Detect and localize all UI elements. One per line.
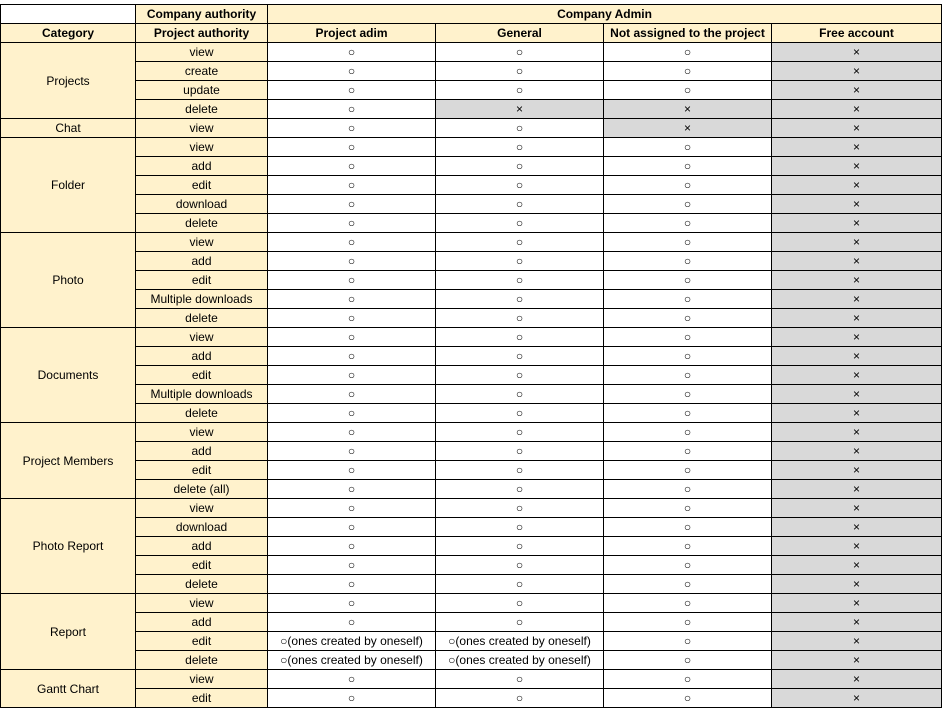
permission-cell-project-admin: ○ [268, 43, 436, 62]
permission-cell-free-account: × [772, 119, 942, 138]
column-header-not-assigned: Not assigned to the project [604, 24, 772, 43]
table-row [1, 328, 942, 347]
permission-cell-project-admin: ○ [268, 556, 436, 575]
table-row [1, 290, 942, 309]
permission-cell-project-admin: ○ [268, 119, 436, 138]
permission-cell-general: ○ [436, 347, 604, 366]
action-cell: Multiple downloads [136, 385, 268, 404]
table-row [1, 119, 942, 138]
permission-cell-general: ○ [436, 309, 604, 328]
table-row [1, 347, 942, 366]
table-row [1, 309, 942, 328]
column-header-general: General [436, 24, 604, 43]
action-cell: add [136, 613, 268, 632]
permission-cell-general: ○ [436, 252, 604, 271]
permission-cell-general: ○ [436, 518, 604, 537]
permission-cell-project-admin: ○ [268, 195, 436, 214]
table-row [1, 518, 942, 537]
action-cell: delete [136, 651, 268, 670]
permission-cell-project-admin: ○ [268, 404, 436, 423]
permission-cell-free-account: × [772, 689, 942, 708]
permission-cell-project-admin: ○ [268, 309, 436, 328]
permission-cell-general: ○ [436, 43, 604, 62]
permission-cell-project-admin: ○(ones created by oneself) [268, 651, 436, 670]
action-cell: view [136, 119, 268, 138]
action-cell: view [136, 423, 268, 442]
action-cell: delete [136, 309, 268, 328]
permission-cell-project-admin: ○ [268, 670, 436, 689]
permission-cell-general: ○ [436, 81, 604, 100]
action-cell: edit [136, 689, 268, 708]
action-cell: edit [136, 556, 268, 575]
permission-cell-free-account: × [772, 518, 942, 537]
permission-cell-general: ○ [436, 423, 604, 442]
table-row [1, 214, 942, 233]
permission-cell-not-assigned: ○ [604, 309, 772, 328]
permission-cell-general: ○ [436, 670, 604, 689]
permission-cell-not-assigned: ○ [604, 518, 772, 537]
table-row [1, 461, 942, 480]
table-row [1, 233, 942, 252]
permission-cell-free-account: × [772, 423, 942, 442]
table-row [1, 575, 942, 594]
permission-cell-free-account: × [772, 157, 942, 176]
permission-cell-free-account: × [772, 233, 942, 252]
permission-cell-free-account: × [772, 575, 942, 594]
permission-cell-general: ○ [436, 328, 604, 347]
action-cell: edit [136, 461, 268, 480]
action-cell: delete (all) [136, 480, 268, 499]
permission-cell-project-admin: ○ [268, 442, 436, 461]
category-cell: Photo [1, 233, 136, 328]
action-cell: view [136, 594, 268, 613]
permission-cell-project-admin: ○ [268, 176, 436, 195]
action-cell: view [136, 328, 268, 347]
permission-cell-general: ○ [436, 214, 604, 233]
permission-cell-free-account: × [772, 537, 942, 556]
action-cell: add [136, 252, 268, 271]
permission-cell-free-account: × [772, 461, 942, 480]
action-cell: download [136, 195, 268, 214]
table-row [1, 62, 942, 81]
permission-cell-project-admin: ○ [268, 537, 436, 556]
category-cell: Projects [1, 43, 136, 119]
permission-cell-not-assigned: ○ [604, 575, 772, 594]
permission-cell-project-admin: ○ [268, 480, 436, 499]
permission-cell-project-admin: ○(ones created by oneself) [268, 632, 436, 651]
permission-cell-general: ○ [436, 499, 604, 518]
permission-cell-not-assigned: ○ [604, 252, 772, 271]
action-cell: edit [136, 271, 268, 290]
table-row [1, 157, 942, 176]
permission-cell-not-assigned: ○ [604, 404, 772, 423]
permission-cell-project-admin: ○ [268, 689, 436, 708]
permission-cell-general: ○ [436, 537, 604, 556]
permission-cell-not-assigned: ○ [604, 366, 772, 385]
action-cell: Multiple downloads [136, 290, 268, 309]
table-row [1, 442, 942, 461]
category-cell: Report [1, 594, 136, 670]
category-header: Category [1, 24, 136, 43]
permission-cell-not-assigned: ○ [604, 328, 772, 347]
permission-cell-general: ○ [436, 480, 604, 499]
permission-cell-not-assigned: ○ [604, 195, 772, 214]
permission-cell-not-assigned: ○ [604, 233, 772, 252]
permission-cell-project-admin: ○ [268, 252, 436, 271]
permission-cell-project-admin: ○ [268, 81, 436, 100]
action-cell: edit [136, 632, 268, 651]
permission-cell-free-account: × [772, 594, 942, 613]
permission-cell-free-account: × [772, 670, 942, 689]
permission-cell-free-account: × [772, 100, 942, 119]
permission-cell-project-admin: ○ [268, 613, 436, 632]
category-cell: Gantt Chart [1, 670, 136, 708]
action-cell: delete [136, 214, 268, 233]
permission-cell-free-account: × [772, 81, 942, 100]
permissions-table [0, 4, 942, 708]
permission-cell-not-assigned: ○ [604, 347, 772, 366]
table-row [1, 689, 942, 708]
action-cell: view [136, 43, 268, 62]
permission-cell-free-account: × [772, 632, 942, 651]
permission-cell-general: ○ [436, 271, 604, 290]
table-row [1, 670, 942, 689]
permission-cell-general: × [436, 100, 604, 119]
table-row [1, 423, 942, 442]
header-row-1 [1, 5, 942, 24]
action-cell: view [136, 138, 268, 157]
table-row [1, 271, 942, 290]
action-cell: edit [136, 366, 268, 385]
action-cell: delete [136, 575, 268, 594]
table-row [1, 176, 942, 195]
table-row [1, 385, 942, 404]
permission-cell-not-assigned: × [604, 119, 772, 138]
project-authority-header: Project authority [136, 24, 268, 43]
action-cell: edit [136, 176, 268, 195]
permission-cell-general: ○ [436, 385, 604, 404]
permission-cell-project-admin: ○ [268, 575, 436, 594]
permission-cell-project-admin: ○ [268, 347, 436, 366]
permission-cell-not-assigned: ○ [604, 81, 772, 100]
permission-cell-general: ○ [436, 689, 604, 708]
permission-cell-project-admin: ○ [268, 385, 436, 404]
permission-cell-general: ○ [436, 556, 604, 575]
permission-cell-free-account: × [772, 328, 942, 347]
table-row [1, 100, 942, 119]
permission-cell-not-assigned: ○ [604, 43, 772, 62]
permission-cell-general: ○ [436, 195, 604, 214]
category-cell: Chat [1, 119, 136, 138]
permission-cell-general: ○ [436, 233, 604, 252]
permission-cell-general: ○ [436, 404, 604, 423]
table-row [1, 537, 942, 556]
permission-cell-not-assigned: ○ [604, 461, 772, 480]
action-cell: update [136, 81, 268, 100]
permissions-table-body [1, 5, 942, 708]
permission-cell-free-account: × [772, 613, 942, 632]
permission-cell-free-account: × [772, 385, 942, 404]
company-admin-header: Company Admin [268, 5, 942, 24]
permission-cell-not-assigned: ○ [604, 176, 772, 195]
permission-cell-free-account: × [772, 556, 942, 575]
permission-cell-general: ○ [436, 138, 604, 157]
permission-cell-general: ○ [436, 613, 604, 632]
permission-cell-general: ○ [436, 366, 604, 385]
permission-cell-general: ○(ones created by oneself) [436, 651, 604, 670]
permission-cell-not-assigned: ○ [604, 442, 772, 461]
permission-cell-project-admin: ○ [268, 290, 436, 309]
permission-cell-free-account: × [772, 442, 942, 461]
permission-cell-not-assigned: × [604, 100, 772, 119]
column-header-free-account: Free account [772, 24, 942, 43]
permission-cell-free-account: × [772, 62, 942, 81]
permission-cell-not-assigned: ○ [604, 271, 772, 290]
permission-cell-free-account: × [772, 404, 942, 423]
permission-cell-free-account: × [772, 366, 942, 385]
permission-cell-free-account: × [772, 347, 942, 366]
permission-cell-general: ○ [436, 461, 604, 480]
permission-cell-free-account: × [772, 271, 942, 290]
table-row [1, 651, 942, 670]
permission-cell-free-account: × [772, 176, 942, 195]
permission-cell-not-assigned: ○ [604, 651, 772, 670]
permission-cell-project-admin: ○ [268, 138, 436, 157]
permission-cell-not-assigned: ○ [604, 632, 772, 651]
permission-cell-not-assigned: ○ [604, 556, 772, 575]
header-blank-cell [1, 5, 136, 24]
action-cell: delete [136, 100, 268, 119]
permission-cell-project-admin: ○ [268, 214, 436, 233]
permission-cell-general: ○ [436, 62, 604, 81]
table-row [1, 366, 942, 385]
table-row [1, 138, 942, 157]
permission-cell-project-admin: ○ [268, 328, 436, 347]
permission-cell-project-admin: ○ [268, 594, 436, 613]
table-row [1, 594, 942, 613]
permission-cell-project-admin: ○ [268, 100, 436, 119]
table-row [1, 480, 942, 499]
table-row [1, 613, 942, 632]
category-cell: Folder [1, 138, 136, 233]
table-row [1, 404, 942, 423]
permission-cell-general: ○(ones created by oneself) [436, 632, 604, 651]
permission-cell-not-assigned: ○ [604, 670, 772, 689]
permission-cell-not-assigned: ○ [604, 138, 772, 157]
permission-cell-project-admin: ○ [268, 233, 436, 252]
table-row [1, 195, 942, 214]
permission-cell-project-admin: ○ [268, 157, 436, 176]
permission-cell-free-account: × [772, 309, 942, 328]
permission-cell-not-assigned: ○ [604, 385, 772, 404]
action-cell: add [136, 537, 268, 556]
permission-cell-not-assigned: ○ [604, 423, 772, 442]
action-cell: add [136, 157, 268, 176]
action-cell: add [136, 347, 268, 366]
table-row [1, 632, 942, 651]
permission-cell-free-account: × [772, 214, 942, 233]
action-cell: delete [136, 404, 268, 423]
permission-cell-not-assigned: ○ [604, 613, 772, 632]
permission-cell-project-admin: ○ [268, 423, 436, 442]
action-cell: view [136, 670, 268, 689]
permission-cell-general: ○ [436, 290, 604, 309]
permission-cell-free-account: × [772, 651, 942, 670]
header-row-2 [1, 24, 942, 43]
permission-cell-not-assigned: ○ [604, 62, 772, 81]
action-cell: add [136, 442, 268, 461]
permission-cell-general: ○ [436, 119, 604, 138]
permission-cell-project-admin: ○ [268, 62, 436, 81]
permission-cell-project-admin: ○ [268, 271, 436, 290]
permission-cell-free-account: × [772, 499, 942, 518]
permission-cell-free-account: × [772, 480, 942, 499]
permission-cell-not-assigned: ○ [604, 537, 772, 556]
table-row [1, 499, 942, 518]
permission-cell-not-assigned: ○ [604, 689, 772, 708]
permission-cell-not-assigned: ○ [604, 290, 772, 309]
permission-cell-project-admin: ○ [268, 461, 436, 480]
permission-cell-project-admin: ○ [268, 518, 436, 537]
permission-cell-not-assigned: ○ [604, 499, 772, 518]
category-cell: Documents [1, 328, 136, 423]
table-row [1, 252, 942, 271]
permission-cell-not-assigned: ○ [604, 214, 772, 233]
category-cell: Photo Report [1, 499, 136, 594]
permission-cell-free-account: × [772, 43, 942, 62]
action-cell: download [136, 518, 268, 537]
table-row [1, 556, 942, 575]
permission-cell-general: ○ [436, 442, 604, 461]
permission-cell-free-account: × [772, 290, 942, 309]
permission-cell-project-admin: ○ [268, 499, 436, 518]
column-header-project-admin: Project adim [268, 24, 436, 43]
action-cell: view [136, 499, 268, 518]
permission-cell-free-account: × [772, 138, 942, 157]
permission-cell-not-assigned: ○ [604, 594, 772, 613]
permission-cell-free-account: × [772, 195, 942, 214]
permission-cell-general: ○ [436, 157, 604, 176]
permission-cell-free-account: × [772, 252, 942, 271]
action-cell: create [136, 62, 268, 81]
permission-cell-general: ○ [436, 575, 604, 594]
table-row [1, 81, 942, 100]
action-cell: view [136, 233, 268, 252]
permission-cell-project-admin: ○ [268, 366, 436, 385]
permission-cell-general: ○ [436, 594, 604, 613]
company-authority-header: Company authority [136, 5, 268, 24]
permission-cell-not-assigned: ○ [604, 157, 772, 176]
permission-cell-general: ○ [436, 176, 604, 195]
table-row [1, 43, 942, 62]
permission-cell-not-assigned: ○ [604, 480, 772, 499]
category-cell: Project Members [1, 423, 136, 499]
